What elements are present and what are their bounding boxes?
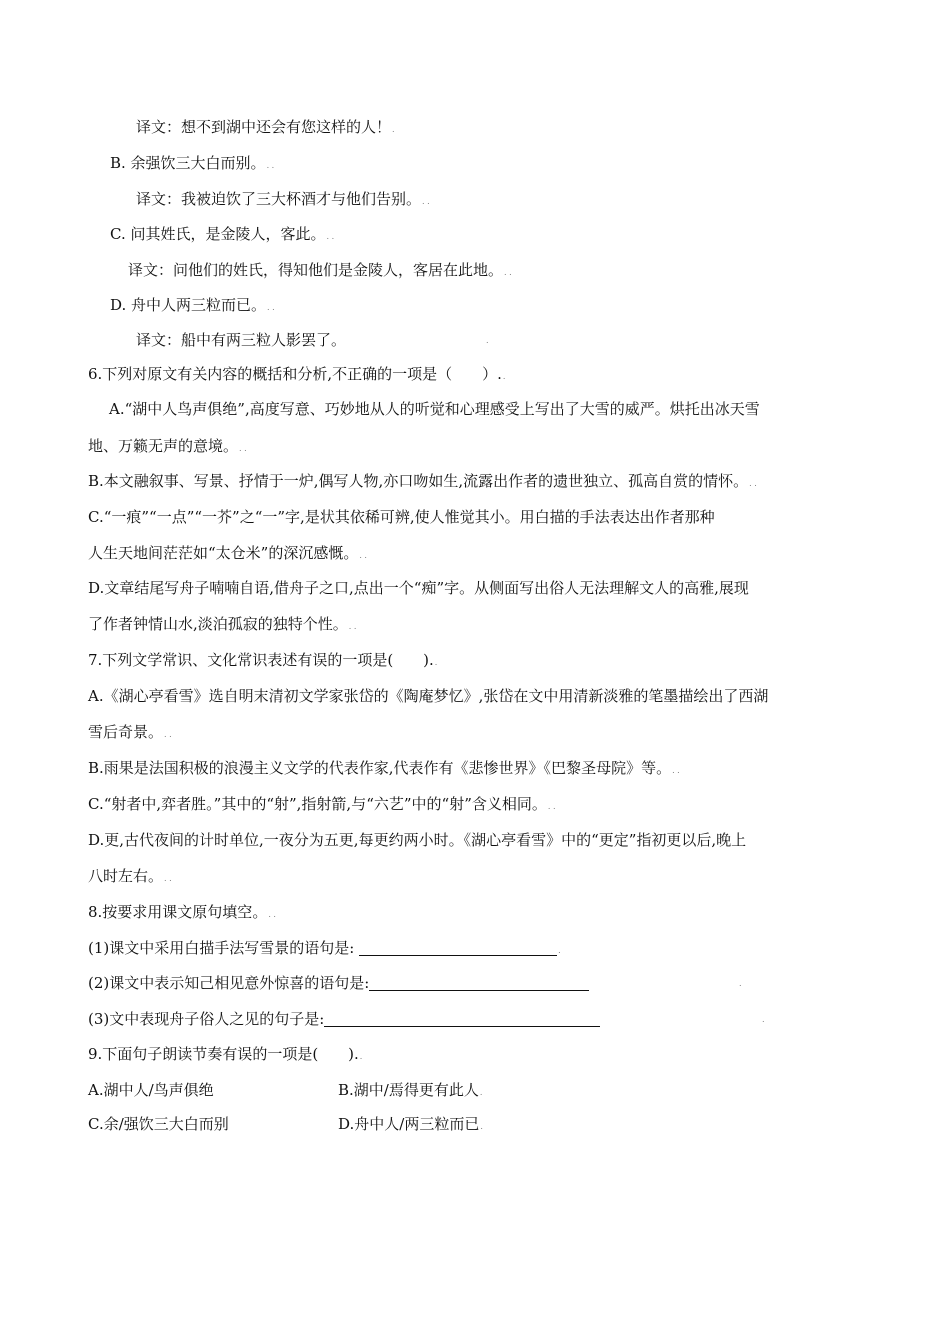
q5-option-d-translation: 译文：船中有两三粒人影罢了。: [136, 331, 347, 349]
q9-option-d: D.舟中人/两三粒而已.: [338, 1115, 483, 1133]
q6-option-a-line1: A.“湖中人鸟声俱绝”,高度写意、巧妙地从人的听觉和心理感受上写出了大雪的威严。烘托出冰天雪: [109, 400, 760, 418]
q7-stem: 7.下列文学常识、文化常识表述有误的一项是( )..: [88, 651, 438, 669]
q7-option-a-line2: 雪后奇景。. .: [88, 723, 172, 741]
q8-item-3: (3)文中表现舟子俗人之见的句子是:: [88, 1009, 600, 1029]
fill-blank-3[interactable]: [324, 1012, 600, 1027]
q9-stem: 9.下面句子朗读节奏有误的一项是( )..: [88, 1045, 363, 1063]
q6-stem: 6.下列对原文有关内容的概括和分析,不正确的一项是（ ）..: [88, 365, 506, 383]
q9-option-b: B.湖中/焉得更有此人.: [338, 1081, 483, 1099]
q6-option-a-line2: 地、万籁无声的意境。. .: [88, 437, 247, 455]
fill-blank-2[interactable]: [369, 976, 589, 991]
q6-option-c-line1: C.“一痕”“一点”“一芥”之“一”字,是状其依稀可辨,使人惟觉其小。用白描的手法表达出作者那种: [88, 508, 715, 526]
trailing-mark: .: [739, 979, 742, 988]
q6-option-d-line1: D.文章结尾写舟子喃喃自语,借舟子之口,点出一个“痴”字。从侧面写出俗人无法理解文人的高雅,展现: [88, 579, 749, 597]
q9-option-a: A.湖中人/鸟声俱绝: [88, 1081, 214, 1099]
q5-option-c: C. 问其姓氏，是金陵人，客此。. .: [110, 225, 335, 243]
q8-item-1: (1)课文中采用白描手法写雪景的语句是: .: [88, 939, 561, 957]
q7-option-a-line1: A.《湖心亭看雪》选自明末清初文学家张岱的《陶庵梦忆》,张岱在文中用清新淡雅的笔墨描绘出了西湖: [88, 687, 769, 705]
q5-option-d: D. 舟中人两三粒而已。. .: [110, 296, 275, 314]
q6-option-b: B.本文融叙事、写景、抒情于一炉,偶写人物,亦口吻如生,流露出作者的遗世独立、孤高自赏的情怀。. .: [88, 472, 757, 490]
q8-stem: 8.按要求用课文原句填空。. .: [88, 903, 276, 921]
trailing-mark: .: [762, 1015, 765, 1024]
q5-option-b: B. 余强饮三大白而别。. .: [110, 154, 275, 172]
q8-item-2: (2)课文中表示知己相见意外惊喜的语句是:: [88, 973, 589, 993]
trailing-mark: .: [486, 336, 489, 345]
q7-option-b: B.雨果是法国积极的浪漫主义文学的代表作家,代表作有《悲惨世界》《巴黎圣母院》等。. .: [88, 759, 680, 777]
q6-option-d-line2: 了作者钟情山水,淡泊孤寂的独特个性。. .: [88, 615, 357, 633]
q7-option-d-line2: 八时左右。. .: [88, 867, 172, 885]
q7-option-c: C.“射者中,弈者胜。”其中的“射”,指射箭,与“六艺”中的“射”含义相同。. .: [88, 795, 556, 813]
q7-option-d-line1: D.更,古代夜间的计时单位,一夜分为五更,每更约两小时。《湖心亭看雪》中的“更定”指初更以后,晚上: [88, 831, 747, 849]
q9-option-c: C.余/强饮三大白而别: [88, 1115, 229, 1133]
q5-option-a-translation: 译文：想不到湖中还会有您这样的人！.: [136, 118, 395, 136]
q5-option-c-translation: 译文：问他们的姓氏，得知他们是金陵人，客居在此地。. .: [128, 261, 512, 279]
fill-blank-1[interactable]: [359, 941, 557, 956]
q5-option-b-translation: 译文：我被迫饮了三大杯酒才与他们告别。. .: [136, 190, 430, 208]
q6-option-c-line2: 人生天地间茫茫如“太仓米”的深沉感慨。. .: [88, 544, 367, 562]
